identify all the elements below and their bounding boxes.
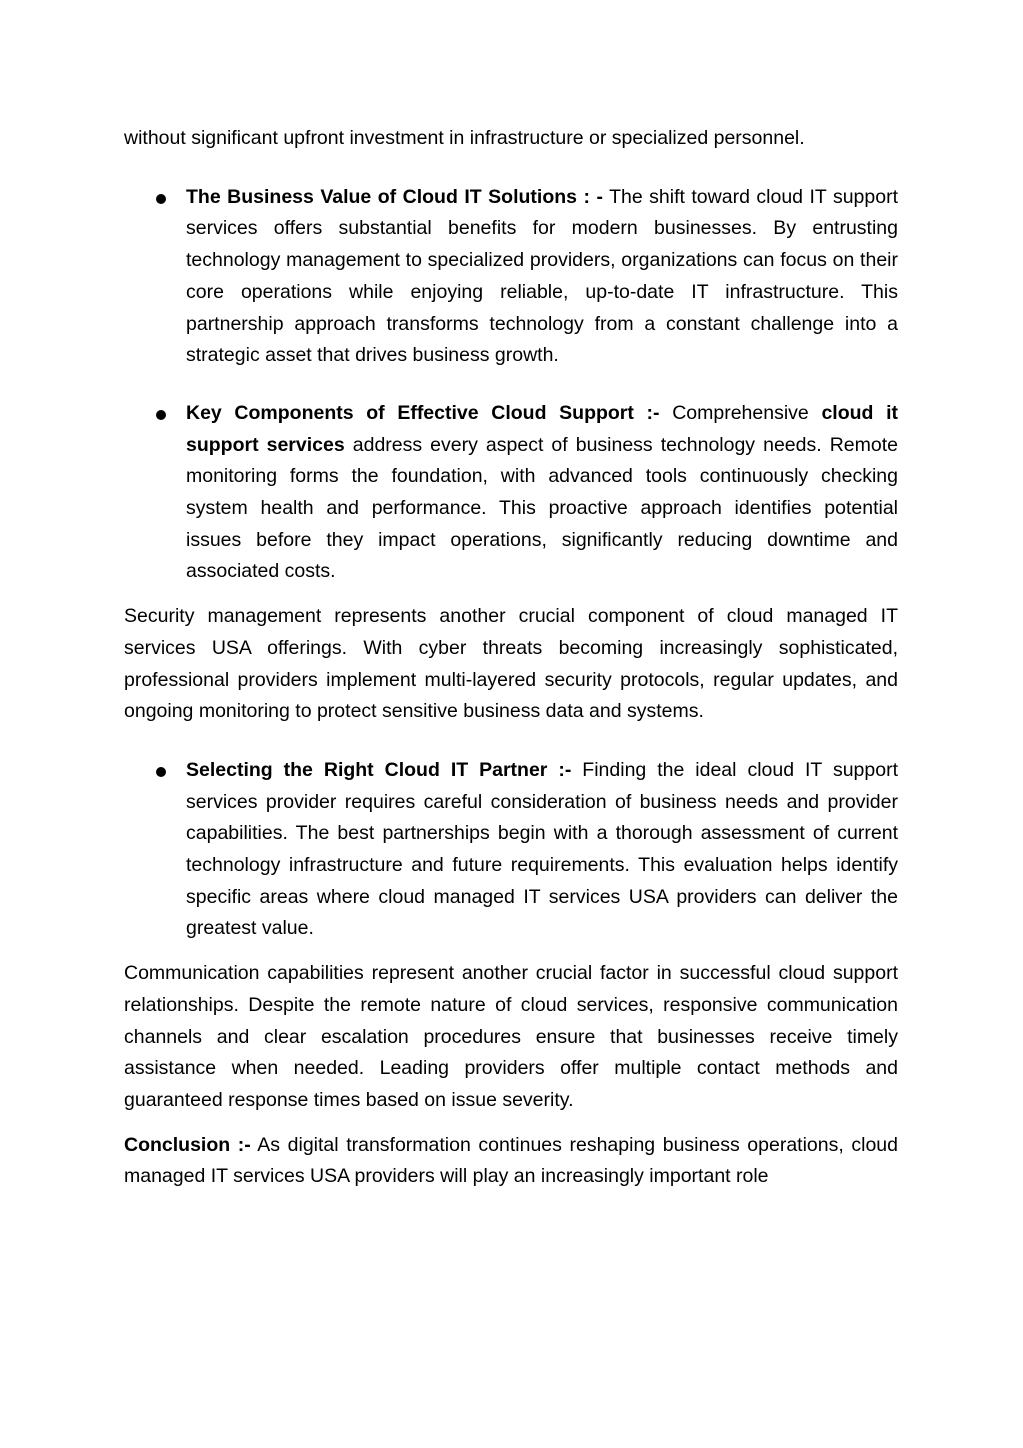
conclusion-heading: Conclusion :- — [124, 1133, 251, 1156]
security-paragraph: Security management represents another crucial component of cloud managed IT services USA offerings. With cyber threats becoming increasingly sophisticated, professional providers implement multi-layered security protocols, regular updates, and ongoing monitoring to protect sensitive business data and systems. — [124, 605, 898, 723]
bullet-dot-icon — [156, 194, 166, 204]
bold-phrase: cloud it support services — [186, 401, 899, 456]
bullet-text: Finding the ideal cloud IT support services provider requires careful consideration of business needs and provider capabilities. The best partnerships begin with a thorough assessment of current technology infrastructure and future requirements. This evaluation helps identify specific areas where cloud managed IT services USA providers can deliver the greatest value. — [186, 758, 898, 940]
bullet-list-2 — [124, 398, 898, 588]
bullet-key-components — [186, 398, 898, 588]
bullet-heading: Selecting the Right Cloud IT Partner :- — [186, 758, 572, 781]
conclusion-text: As digital transformation continues reshaping business operations, cloud managed IT services USA providers will play an increasingly important role — [124, 1133, 898, 1188]
bullet-list-1 — [124, 182, 898, 372]
bullet-dot-icon — [156, 410, 166, 420]
bullet-text: Comprehensive — [659, 401, 822, 424]
bullet-text: The shift toward cloud IT support services offers substantial benefits for modern businesses. By entrusting technology management to specialized providers, organizations can focus on their core operations while enjoying reliable, up-to-date IT infrastructure. This partnership approach transforms technology from a constant challenge into a strategic asset that drives business growth. — [186, 185, 898, 367]
bullet-text: address every aspect of business technology needs. Remote monitoring forms the foundation, with advanced tools continuously checking system health and performance. This proactive approach identifies potential issues before they impact operations, significantly reducing downtime and associated costs. — [186, 433, 898, 583]
intro-paragraph: without significant upfront investment in infrastructure or specialized personnel. — [124, 127, 805, 149]
conclusion-paragraph — [124, 1130, 898, 1193]
document-body — [124, 123, 898, 1206]
bullet-heading: The Business Value of Cloud IT Solutions : - — [186, 185, 603, 208]
communication-paragraph: Communication capabilities represent another crucial factor in successful cloud support relationships. Despite the remote nature of cloud services, responsive communication channels and clear escalation procedures ensure that businesses receive timely assistance when needed. Leading providers offer multiple contact methods and guaranteed response times based on issue severity. — [124, 962, 898, 1111]
bullet-dot-icon — [156, 767, 166, 777]
bullet-list-3 — [124, 755, 898, 945]
bullet-selecting-partner — [186, 755, 898, 945]
bullet-heading: Key Components of Effective Cloud Support :- — [186, 401, 660, 424]
bullet-business-value — [186, 182, 898, 372]
